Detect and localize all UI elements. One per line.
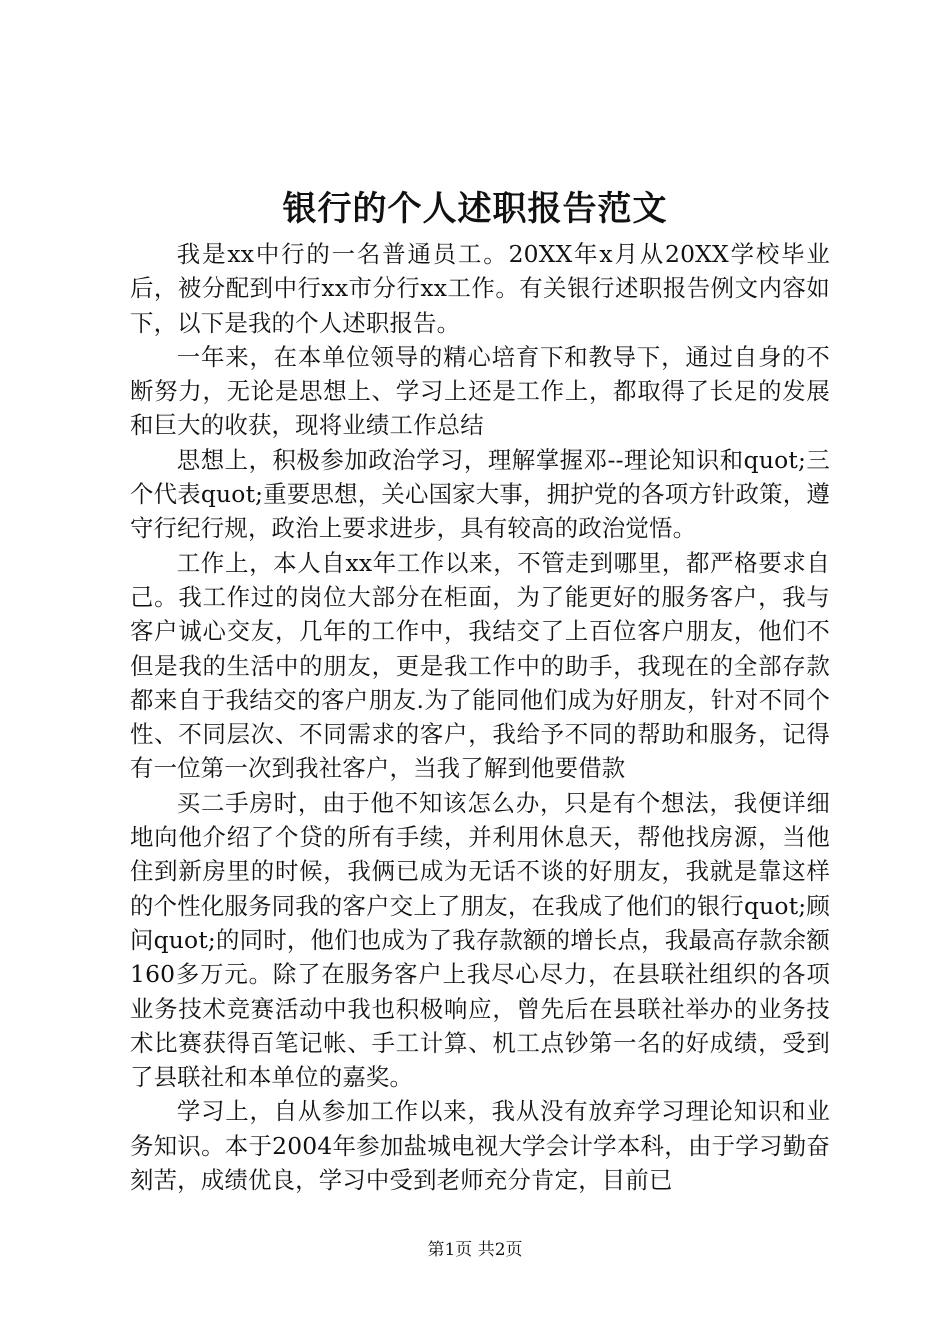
- document-body: [130, 237, 830, 1197]
- paragraph-study: 学习上，自从参加工作以来，我从没有放弃学习理论知识和业务知识。本于2004年参加盐城电视大学会计学本科，由于学习勤奋刻苦，成绩优良，学习中受到老师充分肯定，目前已: [130, 1097, 830, 1195]
- paragraph-work: 工作上，本人自xx年工作以来，不管走到哪里，都严格要求自己。我工作过的岗位大部分在柜面，为了能更好的服务客户，我与客户诚心交友，几年的工作中，我结交了上百位客户朋友，他们不但是我的生活中的朋友，更是我工作中的助手，我现在的全部存款都来自于我结交的客户朋友.为了能同他们成为好朋友，针对不同个性、不同层次、不同需求的客户，我给予不同的帮助和服务，记得有一位第一次到我社客户，当我了解到他要借款: [130, 548, 830, 783]
- document-title: 银行的个人述职报告范文: [282, 189, 668, 229]
- paragraph-ideology: 思想上，积极参加政治学习，理解掌握邓--理论知识和quot;三个代表quot;重要思想，关心国家大事，拥护党的各项方针政策，遵守行纪行规，政治上要求进步，具有较高的政治觉悟。: [130, 445, 830, 543]
- paragraph-service: 买二手房时，由于他不知该怎么办，只是有个想法，我便详细地向他介绍了个贷的所有手续，并利用休息天，帮他找房源，当他住到新房里的时候，我俩已成为无话不谈的好朋友，我就是靠这样的个性化服务同我的客户交上了朋友，在我成了他们的银行quot;顾问quot;的同时，他们也成为了我存款额的增长点，我最高存款余额160多万元。除了在服务客户上我尽心尽力，在县联社组织的各项业务技术竞赛活动中我也积极响应，曾先后在县联社举办的业务技术比赛获得百笔记帐、手工计算、机工点钞第一名的好成绩，受到了县联社和本单位的嘉奖。: [130, 788, 830, 1092]
- page-number: 第1页 共2页: [427, 1240, 523, 1260]
- paragraph-summary: 一年来，在本单位领导的精心培育下和教导下，通过自身的不断努力，无论是思想上、学习上还是工作上，都取得了长足的发展和巨大的收获，现将业绩工作总结: [130, 342, 830, 440]
- paragraph-intro: 我是xx中行的一名普通员工。20XX年x月从20XX学校毕业后，被分配到中行xx市分行xx工作。有关银行述职报告例文内容如下，以下是我的个人述职报告。: [130, 240, 830, 337]
